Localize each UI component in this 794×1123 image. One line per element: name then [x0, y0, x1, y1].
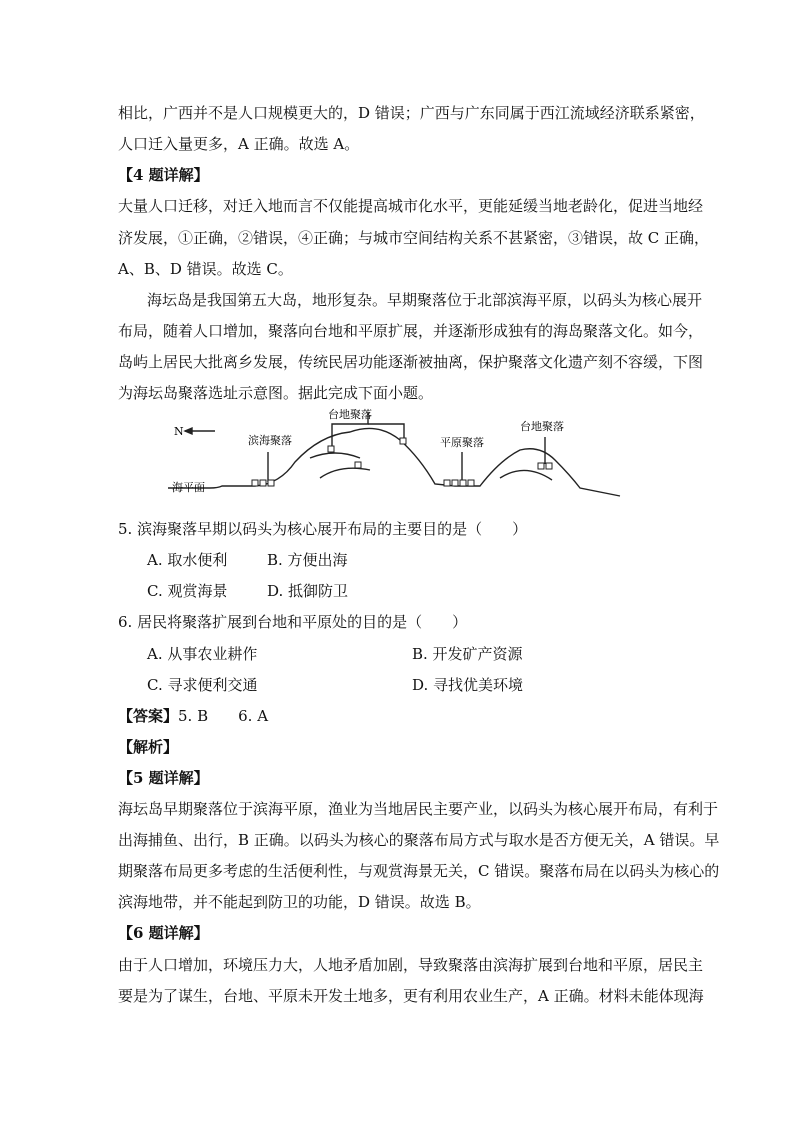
q6-option-d[interactable]: D. 寻找优美环境 [412, 676, 524, 694]
q5-option-a[interactable]: A. 取水便利 [147, 551, 228, 569]
answer-label: 【答案】 [118, 707, 179, 725]
q4-heading: 【4 题详解】 [118, 166, 209, 184]
answer-line [118, 706, 268, 726]
q5-option-d[interactable]: D. 抵御防卫 [267, 582, 349, 600]
q4-line-2: 济发展，①正确，②错误，④正确；与城市空间结构关系不甚紧密，③错误，故 C 正确， [118, 229, 710, 247]
material-line-3: 岛屿上居民大批离乡发展，传统民居功能逐渐被抽离，保护聚落文化遗产刻不容缓，下图 [118, 353, 704, 371]
q5-line-3: 期聚落布局更多考虑的生活便利性，与观赏海景无关，C 错误。聚落布局在以码头为核心的 [118, 862, 720, 880]
north-label: N [174, 425, 184, 438]
terrace-settlement-label-2: 台地聚落 [520, 420, 564, 433]
q5-heading: 【5 题详解】 [118, 769, 209, 787]
q4-line-1: 大量人口迁移，对迁入地而言不仅能提高城市化水平，更能延缓当地老龄化，促进当地经 [118, 197, 704, 215]
q5-line-1: 海坛岛早期聚落位于滨海平原，渔业为当地居民主要产业，以码头为核心展开布局，有利于 [118, 800, 719, 818]
q5-line-2: 出海捕鱼、出行，B 正确。以码头为核心的聚落布局方式与取水是否方便无关，A 错误。早 [118, 831, 720, 849]
answer-text: 5. B 6. A [178, 707, 269, 725]
q6-option-a[interactable]: A. 从事农业耕作 [147, 645, 258, 663]
q5-option-c[interactable]: C. 观赏海景 [147, 582, 228, 600]
material-line-1: 海坛岛是我国第五大岛，地形复杂。早期聚落位于北部滨海平原，以码头为核心展开 [147, 291, 703, 309]
q6-heading: 【6 题详解】 [118, 924, 209, 942]
q6-stem: 6. 居民将聚落扩展到台地和平原处的目的是（ ） [118, 613, 468, 631]
terrace-settlement-label-1: 台地聚落 [328, 408, 372, 421]
coastal-settlement-label: 滨海聚落 [248, 434, 292, 447]
material-line-4: 为海坛岛聚落选址示意图。据此完成下面小题。 [118, 384, 434, 402]
intro-line-2: 人口迁入量更多，A 正确。故选 A。 [118, 135, 360, 153]
material-line-2: 布局，随着人口增加，聚落向台地和平原扩展，并逐渐形成独有的海岛聚落文化。如今， [118, 322, 704, 340]
sea-level-label: 海平面 [172, 481, 205, 494]
analysis-heading: 【解析】 [118, 738, 179, 756]
q6-option-b[interactable]: B. 开发矿产资源 [412, 645, 523, 663]
intro-line-1: 相比，广西并不是人口规模更大的，D 错误；广西与广东同属于西江流域经济联系紧密， [118, 104, 705, 122]
q6-line-2: 要是为了谋生，台地、平原未开发土地多，更有利用农业生产，A 正确。材料未能体现海 [118, 987, 704, 1005]
q5-line-4: 滨海地带，并不能起到防卫的功能，D 错误。故选 B。 [118, 893, 481, 911]
q5-option-b[interactable]: B. 方便出海 [267, 551, 348, 569]
settlement-diagram [160, 400, 630, 510]
q6-line-1: 由于人口增加，环境压力大，人地矛盾加剧，导致聚落由滨海扩展到台地和平原，居民主 [118, 956, 704, 974]
plain-settlement-label: 平原聚落 [440, 436, 484, 449]
q5-stem: 5. 滨海聚落早期以码头为核心展开布局的主要目的是（ ） [118, 520, 528, 538]
q4-line-3: A、B、D 错误。故选 C。 [118, 260, 293, 278]
q6-option-c[interactable]: C. 寻求便利交通 [147, 676, 258, 694]
